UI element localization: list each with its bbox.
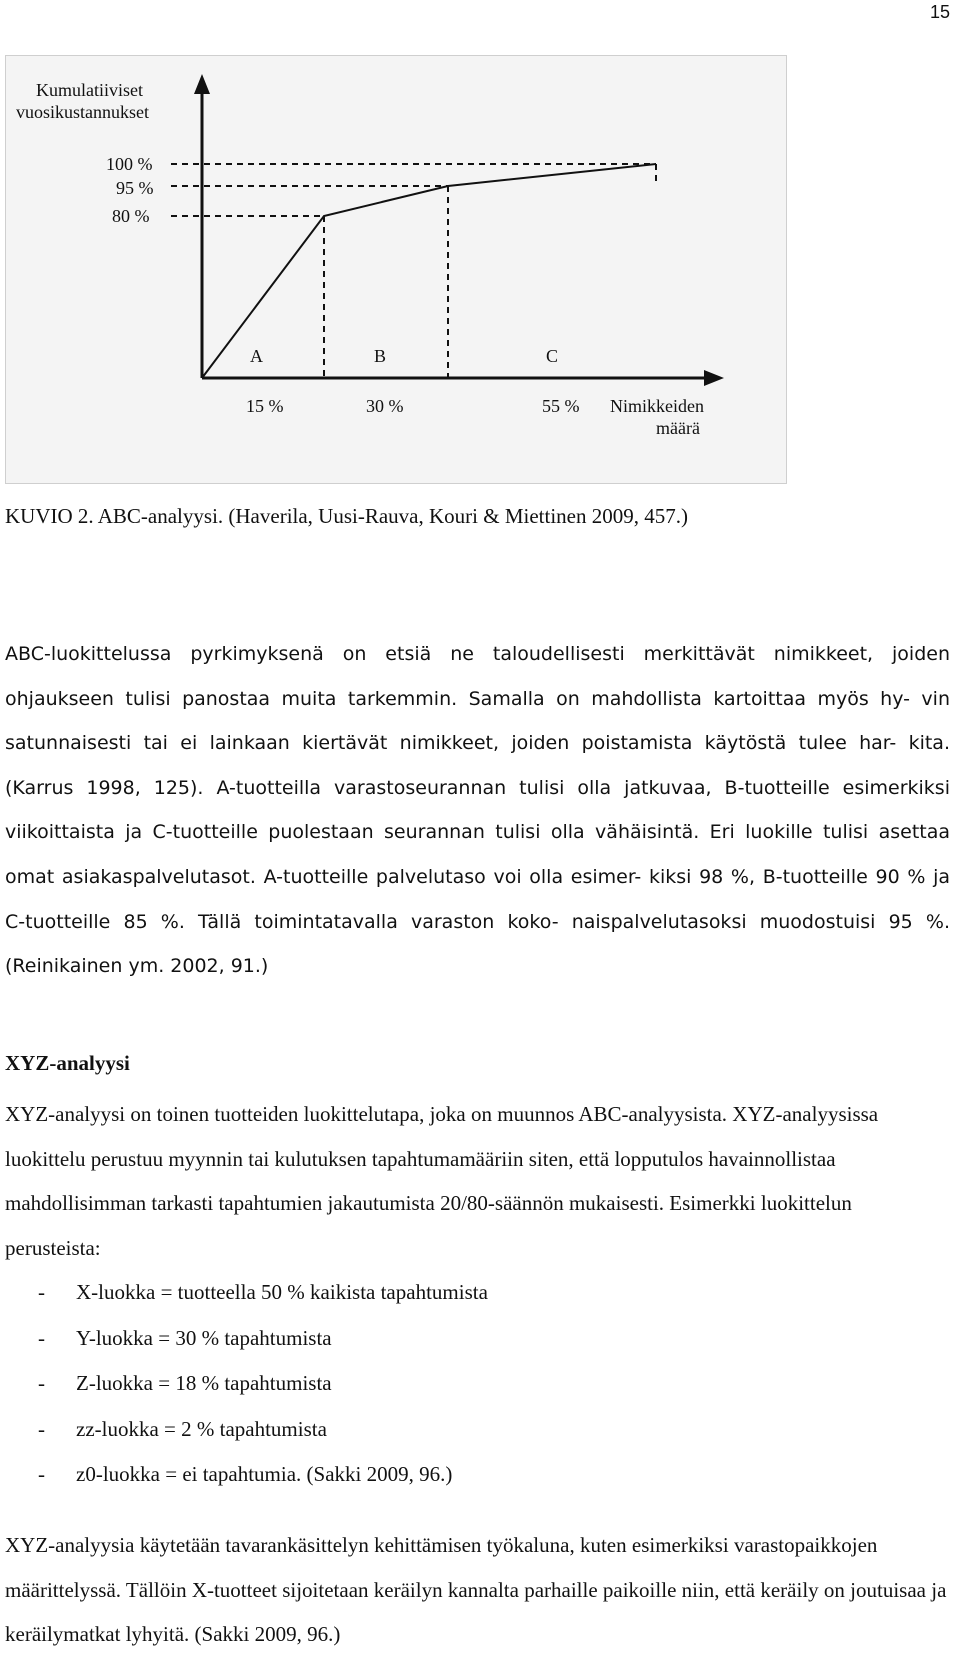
y-tick-95: 95 %: [116, 178, 154, 198]
paragraph-abc-classification: ABC-luokittelussa pyrkimyksenä on etsiä ne taloudellisesti merkittävät nimikkeet, joiden ohjaukseen tulisi panostaa muita tarkemmin. Samalla on mahdollista kartoittaa myös hy- vin satunnaisesti tai ei lainkaan kiertävät nimikkeet, joiden poistamista käytöstä tulee har- kita. (Karrus 1998, 125). A-tuotteilla varastoseurannan tulisi olla jatkuvaa, B-tuotteille esimerkiksi viikoittaista ja C-tuotteille puolestaan seurannan tulisi olla vähäisintä. Eri luokille tulisi asettaa omat asiakaspalvelutasot. A-tuotteille palvelutaso voi olla esimer- kiksi 98 %, B-tuotteille 90 % ja C-tuotteille 85 %. Tällä toimintatavalla varaston koko- naispalvelutasoksi muodostuisi 95 %. (Reinikainen ym. 2002, 91.): [5, 643, 950, 978]
x-axis-label-line1: Nimikkeiden: [610, 396, 704, 416]
list-dash: -: [38, 1416, 45, 1441]
list-item-text: X-luokka = tuotteella 50 % kaikista tapahtumista: [76, 1280, 488, 1305]
x-tick-55: 55 %: [542, 396, 580, 416]
paragraph-xyz-intro: XYZ-analyysi on toinen tuotteiden luokittelutapa, joka on muunnos ABC-analyysista. XYZ-analyysissa luokittelu perustuu myynnin tai kulutuksen tapahtumamääriin siten, että lopputulos havainnollistaa mahdollisimman tarkasti tapahtumien jakautumista 20/80-säännön mukaisesti. Esimerkki luokittelun perusteista:: [5, 1102, 879, 1260]
class-a-label: A: [250, 346, 263, 366]
list-item-text: z0-luokka = ei tapahtumia. (Sakki 2009, 96.): [76, 1462, 453, 1487]
xyz-class-list: [5, 1270, 950, 1498]
abc-analysis-figure: [5, 55, 787, 484]
list-item-text: zz-luokka = 2 % tapahtumista: [76, 1416, 327, 1441]
y-axis-label-line1: Kumulatiiviset: [36, 80, 143, 100]
y-tick-80: 80 %: [112, 206, 150, 226]
list-item-text: Z-luokka = 18 % tapahtumista: [76, 1371, 332, 1396]
list-dash: -: [38, 1371, 45, 1396]
x-tick-15: 15 %: [246, 396, 284, 416]
y-axis-arrowhead: [194, 74, 210, 94]
list-item: [5, 1361, 950, 1407]
class-c-label: C: [546, 346, 559, 366]
paragraph-xyz-usage: XYZ-analyysia käytetään tavarankäsittelyn kehittämisen työkaluna, kuten esimerkiksi varastopaikkojen määrittelyssä. Tällöin X-tuotteet sijoitetaan keräilyn kannalta parhaille paikoille niin, että keräily on joutuisaa ja keräilymatkat lyhyitä. (Sakki 2009, 96.): [5, 1533, 947, 1647]
section-heading: XYZ-analyysi: [5, 1051, 130, 1075]
list-item: [5, 1452, 950, 1498]
y-axis-label-line2: vuosikustannukset: [16, 102, 149, 122]
list-item: [5, 1270, 950, 1316]
class-b-label: B: [374, 346, 387, 366]
x-tick-30: 30 %: [366, 396, 404, 416]
x-axis-label-line2: määrä: [656, 418, 700, 438]
x-axis-arrowhead: [704, 370, 724, 386]
list-item: [5, 1316, 950, 1362]
list-dash: -: [38, 1325, 45, 1350]
list-item-text: Y-luokka = 30 % tapahtumista: [76, 1325, 332, 1350]
figure-caption: KUVIO 2. ABC-analyysi. (Haverila, Uusi-Rauva, Kouri & Miettinen 2009, 457.): [5, 504, 688, 528]
list-item: [5, 1407, 950, 1453]
page-number: 15: [929, 2, 950, 22]
xyz-section: [5, 1048, 950, 1498]
list-dash: -: [38, 1280, 45, 1305]
y-tick-100: 100 %: [106, 154, 153, 174]
abc-curve-diagram: [6, 56, 786, 483]
cumulative-curve: [202, 164, 656, 378]
list-dash: -: [38, 1462, 45, 1487]
